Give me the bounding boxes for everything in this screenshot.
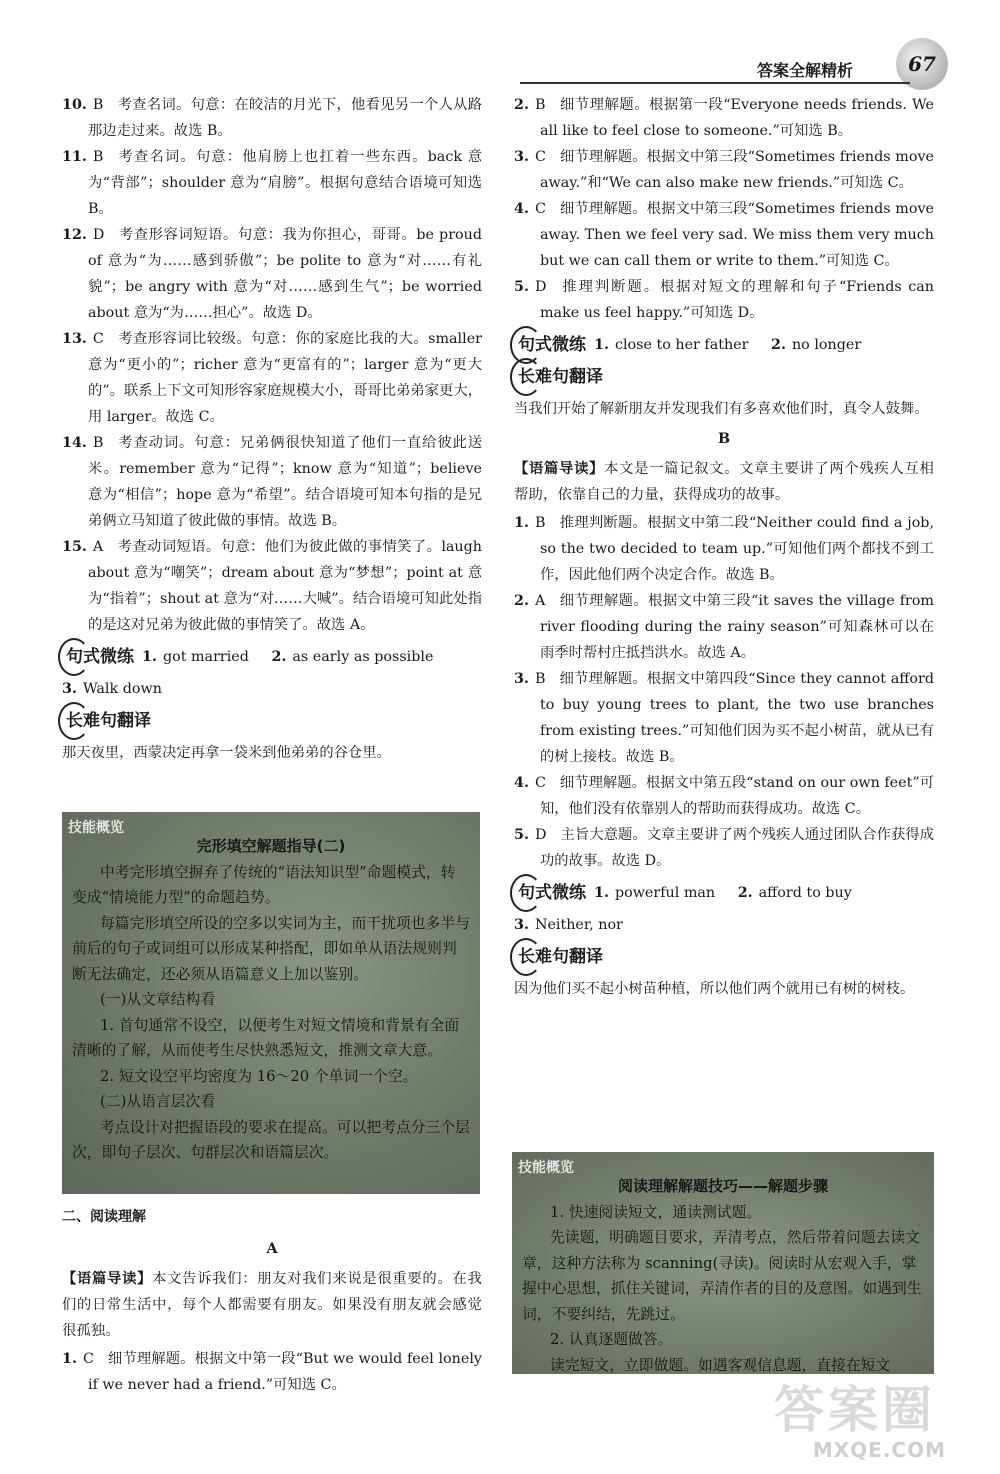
answer-item: 13. C 考查形容词比较级。句意：你的家庭比我的大。smaller 意为“更小的”；richer 意为“更富有的”；larger 意为“更大的”。联系上下文可知形容家庭规模大小，哥哥比弟弟家更大，用 larger。故选 C。 xyxy=(62,331,482,425)
skill-box-para: (二)从语言层次看 xyxy=(100,1093,216,1110)
skill-box-para: 中考完形填空摒弃了传统的“语法知识型”命题模式，转变成“情境能力型”的命题趋势。 xyxy=(72,863,456,906)
translation-text: 那天夜里，西蒙决定再拿一袋米到他弟弟的谷仓里。 xyxy=(62,745,391,761)
left-column xyxy=(62,92,482,770)
skill-box-para: 1. 首句通常不设空，以便考生对短文情境和背景有全面清晰的了解，从而使考生尽快熟悉短文，推测文章大意。 xyxy=(72,1016,460,1059)
answer-item: 15. A 考查动词短语。句意：他们为彼此做的事情笑了。laugh about 意为“嘲笑”；dream about 意为“梦想”；point at 意为“指着”；shout at 意为“对……大喊”。结合语境可知此处指的是这对兄弟为彼此做的事情笑了。故选 A。 xyxy=(62,539,482,633)
passage-guide: 【语篇导读】本文告诉我们：朋友对我们来说是很重要的。在我们的日常生活中，每个人都需要有朋友。如果没有朋友就会感觉很孤独。 xyxy=(62,1271,482,1339)
translation-label: 长难句翻译 xyxy=(514,364,603,390)
translation-label: 长难句翻译 xyxy=(514,944,603,970)
answer-item: 4. C 细节理解题。根据文中第三段“Sometimes friends move away. Then we feel very sad. We miss them very much but we can call them or write to them.”可知选 C。 xyxy=(514,201,934,269)
answer-item: 2. A 细节理解题。根据文中第三段“it saves the village from river flooding during the rainy season”可知森林可以在雨季时帮村庄抵挡洪水。故选 A。 xyxy=(514,593,934,661)
skill-box-title: 完形填空解题指导(二) xyxy=(196,837,346,855)
skill-box-tag: 技能概览 xyxy=(518,1160,574,1176)
answer-item: 1. C 细节理解题。根据文中第一段“But we would feel lonely if we never had a friend.”可知选 C。 xyxy=(62,1351,482,1393)
translation-text: 当我们开始了解新朋友并发现我们有多喜欢他们时，真令人鼓舞。 xyxy=(514,401,929,417)
answer-item: 10. B 考查名词。句意：在皎洁的月光下，他看见另一个人从路那边走过来。故选 B。 xyxy=(62,97,482,139)
header-title: 答案全解精析 xyxy=(757,61,854,80)
sentence-drill-label: 句式微练 xyxy=(514,880,586,906)
part-label: A xyxy=(266,1241,278,1257)
sentence-drill-row: 句式微练 1. got married 2. as early as possible xyxy=(62,644,482,670)
answer-item: 2. B 细节理解题。根据第一段“Everyone needs friends. We all like to feel close to someone.”可知选 B。 xyxy=(514,97,934,139)
section-heading: 二、阅读理解 xyxy=(62,1209,146,1225)
sentence-drill-line: 3. Neither, nor xyxy=(514,917,623,933)
answer-item: 11. B 考查名词。句意：他肩膀上也扛着一些东西。back 意为“背部”；shoulder 意为“肩膀”。根据句意结合语境可知选 B。 xyxy=(62,149,482,217)
answer-item: 14. B 考查动词。句意：兄弟俩很快知道了他们一直给彼此送米。remember 意为“记得”；know 意为“知道”；believe 意为“相信”；hope 意为“希望”。结合语境可知本句指的是兄弟俩立马知道了彼此做的事情。故选 B。 xyxy=(62,435,482,529)
skill-box-para: 2. 短文设空平均密度为 16～20 个单词一个空。 xyxy=(100,1067,418,1085)
skill-box-para: (一)从文章结构看 xyxy=(100,991,216,1008)
answer-item: 5. D 推理判断题。根据对短文的理解和句子“Friends can make us feel happy.”可知选 D。 xyxy=(514,279,934,321)
page-number-badge: 67 xyxy=(896,38,948,90)
skill-box-reading xyxy=(512,1152,934,1374)
left-column-bottom xyxy=(62,1204,482,1398)
translation-text: 因为他们买不起小树苗种植，所以他们两个就用已有树的树枝。 xyxy=(514,981,915,997)
answer-item: 3. C 细节理解题。根据文中第三段“Sometimes friends move away.”和“We can also make new friends.”可知选 C。 xyxy=(514,149,934,191)
passage-guide: 【语篇导读】本文是一篇记叙文。文章主要讲了两个残疾人互相帮助，依靠自己的力量，获得成功的故事。 xyxy=(514,461,934,503)
skill-box-para: 2. 认真逐题做答。 xyxy=(550,1331,673,1348)
sentence-drill-row: 句式微练 1. powerful man 2. afford to buy xyxy=(514,880,934,906)
part-label: B xyxy=(717,431,731,447)
translation-heading xyxy=(62,708,482,734)
answer-item: 5. D 主旨大意题。文章主要讲了两个残疾人通过团队合作获得成功的故事。故选 D。 xyxy=(514,827,934,869)
skill-box-cloze xyxy=(62,812,480,1194)
skill-box-title: 阅读理解解题技巧——解题步骤 xyxy=(617,1177,828,1195)
watermark-logo: 答案圈 MXQE.COM xyxy=(774,1381,946,1462)
skill-box-para: 先读题，明确题目要求，弄清考点，然后带着问题去读文章，这种方法称为 scanning(寻读)。阅读时从宏观入手，掌握中心思想，抓住关键词，弄清作者的目的及意图。如遇到生词，不要纠结，先跳过。 xyxy=(522,1229,922,1323)
sentence-drill-label: 句式微练 xyxy=(62,644,134,670)
translation-heading xyxy=(514,944,934,970)
skill-box-para: 读完短文，立即做题。如遇客观信息题，直接在短文 xyxy=(550,1356,891,1374)
skill-box-para: 每篇完形填空所设的空多以实词为主，而干扰项也多半与前后的句子或词组可以形成某种搭配，即如单从语法规则判断无法确定，还必须从语篇意义上加以鉴别。 xyxy=(72,914,470,983)
answer-item: 4. C 细节理解题。根据文中第五段“stand on our own feet”可知，他们没有依靠别人的帮助而获得成功。故选 C。 xyxy=(514,775,934,817)
translation-label: 长难句翻译 xyxy=(62,708,151,734)
skill-box-tag: 技能概览 xyxy=(68,820,124,836)
skill-box-para: 考点设计对把握语段的要求在提高。可以把考点分三个层次，即句子层次、句群层次和语篇层次。 xyxy=(72,1118,470,1161)
sentence-drill-row: 句式微练 1. close to her father 2. no longer xyxy=(514,332,934,358)
skill-box-para: 1. 快速阅读短文，通读测试题。 xyxy=(550,1203,762,1221)
answer-item: 3. B 细节理解题。根据文中第四段“Since they cannot afford to buy young trees to plant, the two use branches from existing trees.”可知他们因为买不起小树苗，就从已有的树上接枝。故选 B。 xyxy=(514,671,934,765)
right-column xyxy=(514,92,934,1006)
translation-heading xyxy=(514,364,934,390)
answer-item: 12. D 考查形容词短语。句意：我为你担心，哥哥。be proud of 意为“为……感到骄傲”；be polite to 意为“对……有礼貌”；be angry with 意为“对……感到生气”；be worried about 意为“为……担心”。故选 D。 xyxy=(62,227,482,321)
header-rule xyxy=(520,82,910,84)
sentence-drill-line: 3. Walk down xyxy=(62,681,162,697)
answer-item: 1. B 推理判断题。根据文中第二段“Neither could find a job, so the two decided to team up.”可知他们两个都找不到工作，因此他们两个决定合作。故选 B。 xyxy=(514,515,934,583)
sentence-drill-label: 句式微练 xyxy=(514,332,586,358)
